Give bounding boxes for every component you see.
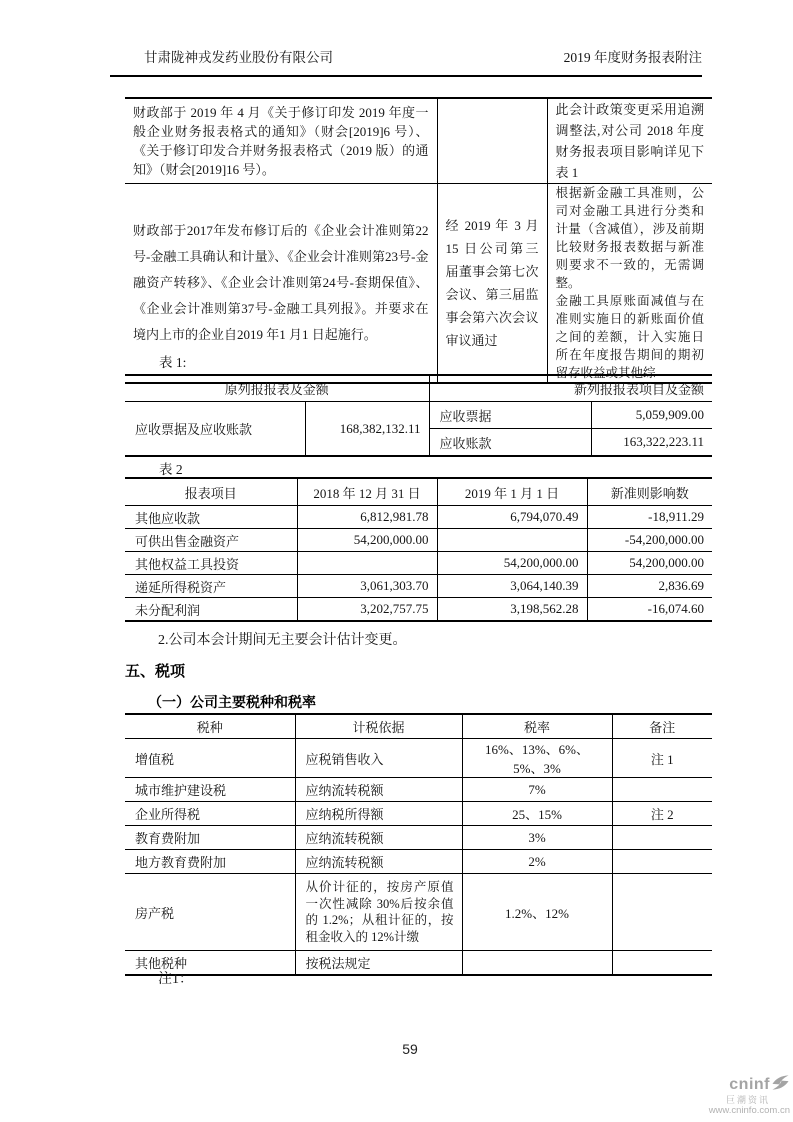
orig-group-header: 原列报报表及金额 bbox=[224, 382, 329, 397]
tax-basis-cell: 应纳流转税额 bbox=[295, 778, 462, 802]
amount-cell: 54,200,000.00 bbox=[437, 552, 587, 575]
amount-cell bbox=[437, 529, 587, 552]
amount-cell: -18,911.29 bbox=[587, 506, 712, 529]
table-row bbox=[125, 778, 712, 802]
column-header: 计税依据 bbox=[295, 714, 462, 739]
amount-cell: -54,200,000.00 bbox=[587, 529, 712, 552]
new-item-cell: 应收票据 bbox=[429, 402, 591, 429]
table-row bbox=[125, 529, 712, 552]
table-header-row bbox=[125, 375, 712, 402]
tax-basis-cell: 按税法规定 bbox=[295, 951, 462, 976]
tax-remark-cell bbox=[612, 951, 712, 976]
amount-cell: 2,836.69 bbox=[587, 575, 712, 598]
column-header: 2018 年 12 月 31 日 bbox=[297, 478, 437, 506]
amount-cell: 6,812,981.78 bbox=[297, 506, 437, 529]
tax-basis-cell: 应纳税所得额 bbox=[295, 802, 462, 826]
tax-rate-table bbox=[125, 713, 712, 976]
table-header-row bbox=[125, 478, 712, 506]
tax-remark-cell: 注 1 bbox=[612, 739, 712, 778]
policy-impact-cell: 此会计政策变更采用追溯调整法,对公司 2018 年度财务报表项目影响详见下表 1 bbox=[547, 98, 712, 184]
tax-remark-cell: 注 2 bbox=[612, 802, 712, 826]
impact-paragraph: 金融工具原账面减值与在准则实施日的新账面价值之间的差额，计入实施日所在年度报告期间的期初留存收益或其他综 bbox=[555, 294, 704, 380]
tax-rate-cell: 7% bbox=[462, 778, 612, 802]
table-row bbox=[125, 598, 712, 622]
tax-type-cell: 其他税种 bbox=[135, 956, 188, 971]
column-header: 新准则影响数 bbox=[587, 478, 712, 506]
table-row-property-tax bbox=[125, 874, 712, 951]
tax-remark-cell bbox=[612, 826, 712, 850]
item-cell: 其他应收款 bbox=[125, 506, 297, 529]
amount-cell: 3,061,303.70 bbox=[297, 575, 437, 598]
amount-cell: 6,794,070.49 bbox=[437, 506, 587, 529]
tax-basis-cell: 应税销售收入 bbox=[295, 739, 462, 778]
cninfo-url: www.cninfo.com.cn bbox=[708, 1105, 790, 1116]
tax-type-cell: 教育费附加 bbox=[125, 826, 295, 850]
cninfo-chinese-name: 巨潮资讯 bbox=[725, 1095, 770, 1105]
policy-approval-cell-empty bbox=[437, 98, 547, 184]
table-row bbox=[125, 575, 712, 598]
tax-rate-cell: 16%、13%、6%、5%、3% bbox=[462, 739, 612, 778]
policy-impact-cell bbox=[547, 184, 712, 384]
orig-item-cell: 应收票据及应收账款 bbox=[135, 422, 253, 437]
policy-row-format-change bbox=[125, 98, 712, 184]
table-row bbox=[125, 506, 712, 529]
tax-type-cell: 企业所得税 bbox=[125, 802, 295, 826]
table-row bbox=[125, 739, 712, 778]
page-number: 59 bbox=[402, 1041, 418, 1057]
tax-rate-cell: 3% bbox=[462, 826, 612, 850]
tax-remark-cell bbox=[612, 778, 712, 802]
tax-type-cell: 地方教育费附加 bbox=[125, 850, 295, 874]
item-cell: 递延所得税资产 bbox=[125, 575, 297, 598]
column-header: 2019 年 1 月 1 日 bbox=[437, 478, 587, 506]
table-row bbox=[125, 802, 712, 826]
column-header: 税种 bbox=[125, 714, 295, 739]
cninfo-brand-row bbox=[678, 1074, 790, 1095]
new-standard-impact-table bbox=[125, 477, 712, 622]
amount-cell: 3,064,140.39 bbox=[437, 575, 587, 598]
policy-change-content-cell: 财政部于2017年发布修订后的《企业会计准则第22号-金融工具确认和计量》、《企业会计准则第23号-金融资产转移》、《企业会计准则第24号-套期保值》、《企业会计准则第37号-金融工具列报》。并要求在境内上市的企业自2019 年1 月1 日起施行。 bbox=[133, 223, 429, 342]
new-group-header: 新列报报表项目及金额 bbox=[429, 375, 712, 402]
cninfo-brand-text: cninf bbox=[729, 1075, 770, 1093]
tax-remark-cell bbox=[612, 874, 712, 951]
amount-cell: 3,202,757.75 bbox=[297, 598, 437, 622]
table-row bbox=[125, 402, 712, 429]
column-header: 备注 bbox=[612, 714, 712, 739]
amount-cell bbox=[297, 552, 437, 575]
item-cell: 其他权益工具投资 bbox=[125, 552, 297, 575]
item-cell: 未分配利润 bbox=[135, 602, 201, 618]
new-amount-cell: 163,322,223.11 bbox=[591, 429, 712, 457]
table-header-row bbox=[125, 714, 712, 739]
receivables-restatement-table bbox=[125, 374, 712, 457]
page-header bbox=[110, 46, 702, 77]
table-row bbox=[125, 552, 712, 575]
orig-amount-cell: 168,382,132.11 bbox=[305, 402, 429, 457]
new-amount-cell: 5,059,909.00 bbox=[591, 402, 712, 429]
section-title-tax: 五、税项 bbox=[125, 663, 186, 680]
report-title: 2019 年度财务报表附注 bbox=[563, 50, 702, 65]
tax-type-cell: 增值税 bbox=[125, 739, 295, 778]
tax-type-cell: 房产税 bbox=[125, 874, 295, 951]
tax-rate-cell: 25、15% bbox=[462, 802, 612, 826]
tax-basis-cell: 应纳流转税额 bbox=[295, 826, 462, 850]
cninfo-logo bbox=[678, 1074, 790, 1116]
amount-cell: -16,074.60 bbox=[587, 598, 712, 622]
column-header: 税率 bbox=[462, 714, 612, 739]
policy-change-content-cell: 财政部于 2019 年 4 月《关于修订印发 2019 年度一般企业财务报表格式的通知》（财会[2019]6 号）、《关于修订印发合并财务报表格式（2019 版）的通知》（财会[2019]16 号）。 bbox=[133, 105, 429, 177]
table-row bbox=[125, 850, 712, 874]
column-header: 报表项目 bbox=[184, 485, 237, 501]
tax-basis-cell: 应纳流转税额 bbox=[295, 850, 462, 874]
accounting-policy-table bbox=[125, 97, 712, 384]
tax-type-cell: 城市维护建设税 bbox=[125, 778, 295, 802]
table-row bbox=[125, 951, 712, 976]
policy-approval-cell: 经 2019 年 3 月 15 日公司第三届董事会第七次会议、第三届监事会第六次会议审议通过 bbox=[437, 184, 547, 384]
tax-rate-cell: 1.2%、12% bbox=[462, 874, 612, 951]
estimate-change-note: 2.公司本会计期间无主要会计估计变更。 bbox=[158, 633, 407, 648]
tax-rate-cell bbox=[462, 951, 612, 976]
cninfo-swirl-icon bbox=[771, 1074, 790, 1095]
table1-label: 表 1: bbox=[159, 355, 187, 370]
subsection-title-tax-rates: （一）公司主要税种和税率 bbox=[148, 694, 316, 710]
table-row bbox=[125, 826, 712, 850]
policy-row-financial-instruments bbox=[125, 184, 712, 384]
company-name: 甘肃陇神戎发药业股份有限公司 bbox=[144, 50, 333, 65]
note1-label: 注1： bbox=[158, 972, 193, 987]
new-item-cell: 应收账款 bbox=[429, 429, 591, 457]
item-cell: 可供出售金融资产 bbox=[125, 529, 297, 552]
tax-rate-cell: 2% bbox=[462, 850, 612, 874]
amount-cell: 3,198,562.28 bbox=[437, 598, 587, 622]
table2-label: 表 2 bbox=[159, 462, 183, 477]
amount-cell: 54,200,000.00 bbox=[587, 552, 712, 575]
amount-cell: 54,200,000.00 bbox=[297, 529, 437, 552]
impact-paragraph: 根据新金融工具准则，公司对金融工具进行分类和计量（含减值），涉及前期比较财务报表数据与新准则要求不一致的，无需调整。 bbox=[555, 186, 704, 290]
tax-remark-cell bbox=[612, 850, 712, 874]
tax-basis-cell: 从价计征的，按房产原值一次性减除 30%后按余值的 1.2%；从租计征的，按租金收入的 12%计缴 bbox=[295, 874, 462, 951]
